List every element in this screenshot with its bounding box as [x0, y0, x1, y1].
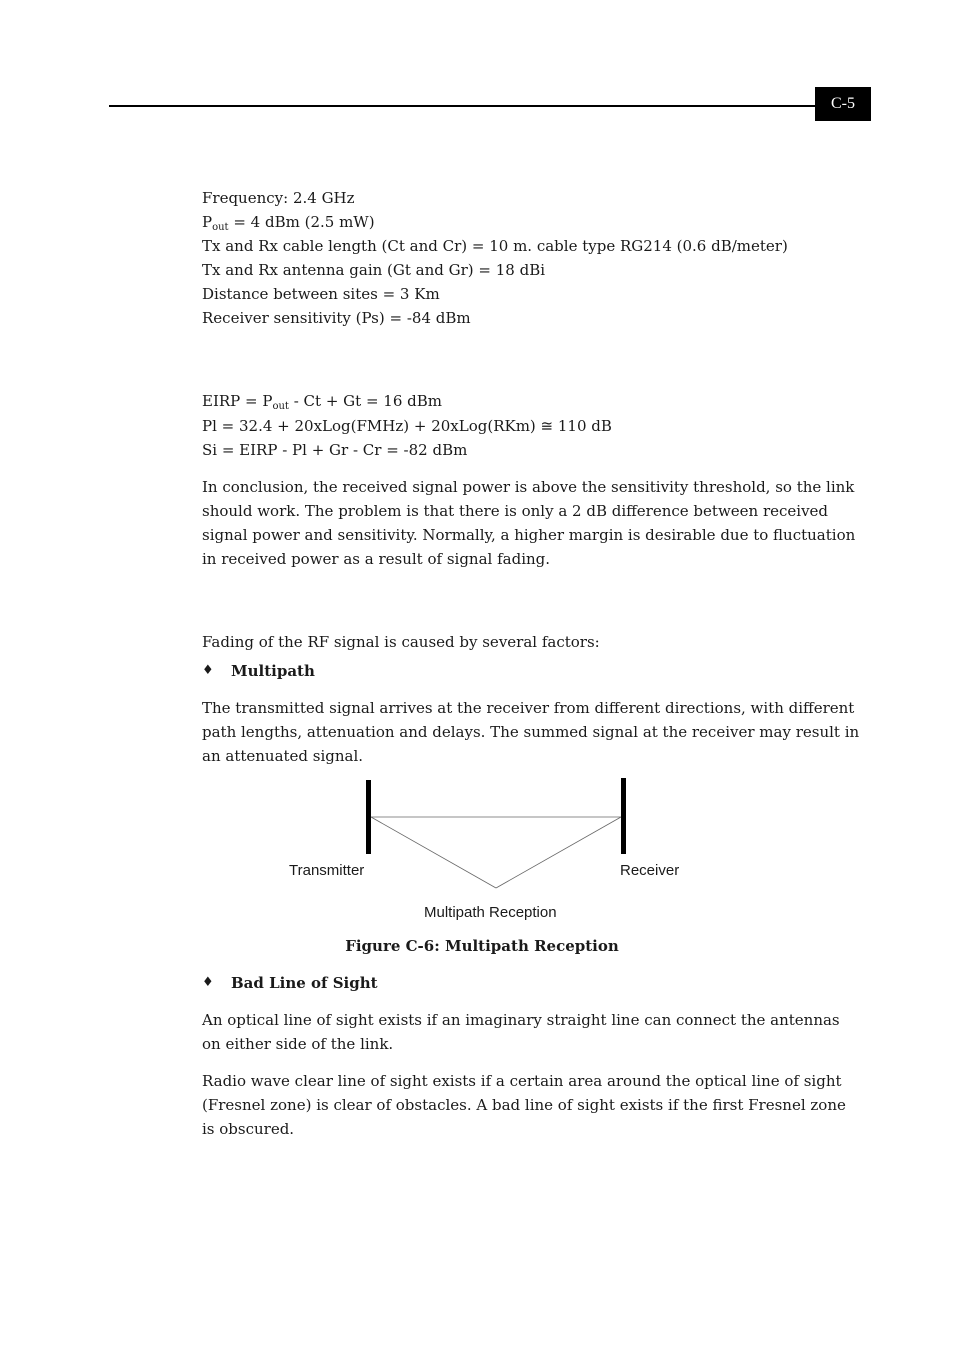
param-pout: $P_{out} = 4$ dBm (2.5 mW): [202, 213, 375, 233]
los-paragraph-1: An optical line of sight exists if an imaginary straight line can connect the antennas on either side of the link.: [202, 1011, 840, 1053]
transmitter-antenna: [366, 780, 371, 854]
calc-eirp: EIRP = $P_{out} - Ct + Gt = 16$ dBm: [202, 392, 442, 412]
param-frequency: Frequency: 2.4 GHz: [202, 189, 355, 207]
los-paragraph-2: Radio wave clear line of sight exists if a certain area around the optical line of sight (Fresnel zone) is clear of obstacles. A bad line of sight exists if the first Fresnel zone is obscured.: [202, 1072, 846, 1138]
fading-intro: Fading of the RF signal is caused by several factors:: [202, 633, 600, 651]
multipath-reception-label: Multipath Reception: [424, 904, 557, 921]
conclusion-paragraph: In conclusion, the received signal power is above the sensitivity threshold, so the link should work. The problem is that there is only a 2 dB difference between received signal power and sensitivity. Normally, a higher margin is desirable due to fluctuation in received power as a result of signal fading.: [202, 478, 856, 568]
los-heading: ♦ Bad Line of Sight: [202, 971, 862, 995]
calc-si: Si = EIRP - Pl + Gr - Cr = -82 dBm: [202, 441, 468, 459]
transmitter-label: Transmitter: [289, 862, 365, 879]
multipath-figure: [202, 772, 862, 932]
receiver-antenna: [621, 778, 626, 854]
diamond-bullet-icon: ♦: [202, 975, 214, 990]
multipath-heading: ♦ Multipath: [202, 659, 862, 683]
diamond-bullet-icon: ♦: [202, 663, 214, 678]
reflected-path-line-a: [371, 817, 496, 888]
multipath-paragraph: The transmitted signal arrives at the receiver from different directions, with different path lengths, attenuation and delays. The summed signal at the receiver may result in an attenuated signal.: [202, 699, 860, 765]
receiver-label: Receiver: [620, 862, 680, 879]
header-rule: [109, 105, 815, 107]
page-number-tab: C-5: [815, 87, 871, 121]
figure-caption: Figure C-6: Multipath Reception: [345, 937, 619, 955]
param-antenna: Tx and Rx antenna gain (Gt and Gr) = 18 dBi: [202, 261, 546, 279]
page-content: [202, 186, 862, 1141]
param-cable: Tx and Rx cable length (Ct and Cr) = 10 m. cable type RG214 (0.6 dB/meter): [202, 237, 788, 255]
param-distance: Distance between sites = 3 Km: [202, 285, 440, 303]
calc-pl: Pl = 32.4 + 20xLog(FMHz) + 20xLog(RKm) ≅ 110 dB: [202, 417, 612, 435]
param-sensitivity: Receiver sensitivity (Ps) = -84 dBm: [202, 309, 471, 327]
reflected-path-line-b: [496, 817, 621, 888]
